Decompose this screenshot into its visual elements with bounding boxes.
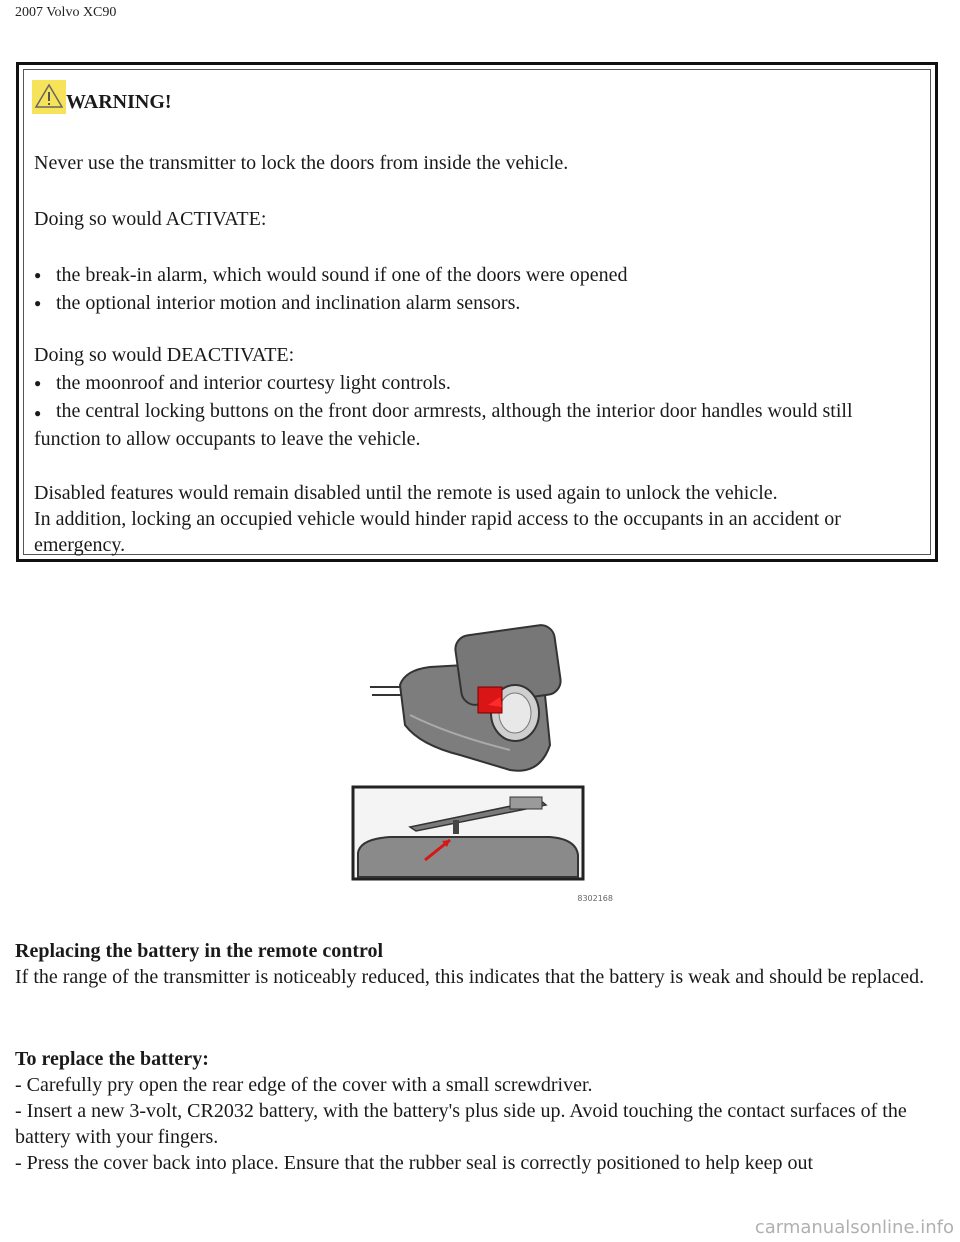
- warning-title-row: [32, 80, 172, 114]
- step-2: - Insert a new 3-volt, CR2032 battery, with the battery's plus side up. Avoid touching the contact surfaces of the battery with your fingers.: [15, 1100, 907, 1148]
- watermark: carmanualsonline.info: [754, 1217, 954, 1238]
- activate-item: ● the optional interior motion and inclination alarm sensors.: [34, 292, 521, 314]
- bullet-icon: ●: [34, 376, 42, 390]
- section-title: Replacing the battery in the remote control: [15, 940, 384, 962]
- warning-box-inner: [23, 69, 931, 555]
- bullet-icon: ●: [34, 268, 42, 282]
- activate-item: ● the break-in alarm, which would sound if one of the doors were opened: [34, 264, 628, 286]
- deactivate-item: ● the central locking buttons on the front door armrests, although the interior door handles would still function to allow occupants to leave the vehicle.: [34, 400, 853, 450]
- remote-battery-figure: [350, 615, 615, 905]
- warning-closing-1: Disabled features would remain disabled until the remote is used again to unlock the vehicle.: [34, 482, 778, 504]
- warning-closing-2: In addition, locking an occupied vehicle would hinder rapid access to the occupants in an accident or emergency.: [34, 508, 841, 556]
- figure-code: 8302168: [577, 894, 613, 903]
- step-1: - Carefully pry open the rear edge of the cover with a small screwdriver.: [15, 1074, 593, 1096]
- section-paragraph: If the range of the transmitter is noticeably reduced, this indicates that the battery is weak and should be replaced.: [15, 966, 925, 988]
- bullet-icon: ●: [34, 296, 42, 310]
- warning-intro: Never use the transmitter to lock the doors from inside the vehicle.: [34, 152, 569, 174]
- steps-title: To replace the battery:: [15, 1048, 209, 1070]
- activate-heading: Doing so would ACTIVATE:: [34, 208, 267, 230]
- deactivate-item: ● the moonroof and interior courtesy light controls.: [34, 372, 451, 394]
- deactivate-heading: Doing so would DEACTIVATE:: [34, 344, 295, 366]
- step-3: - Press the cover back into place. Ensure that the rubber seal is correctly positioned to help keep out: [15, 1152, 814, 1174]
- remote-key-illustration: [350, 615, 615, 905]
- warning-title: WARNING!: [66, 91, 172, 113]
- warning-triangle-icon: [32, 80, 66, 114]
- document-header: 2007 Volvo XC90: [15, 5, 117, 20]
- bullet-icon: ●: [34, 406, 42, 420]
- warning-box: [16, 62, 938, 562]
